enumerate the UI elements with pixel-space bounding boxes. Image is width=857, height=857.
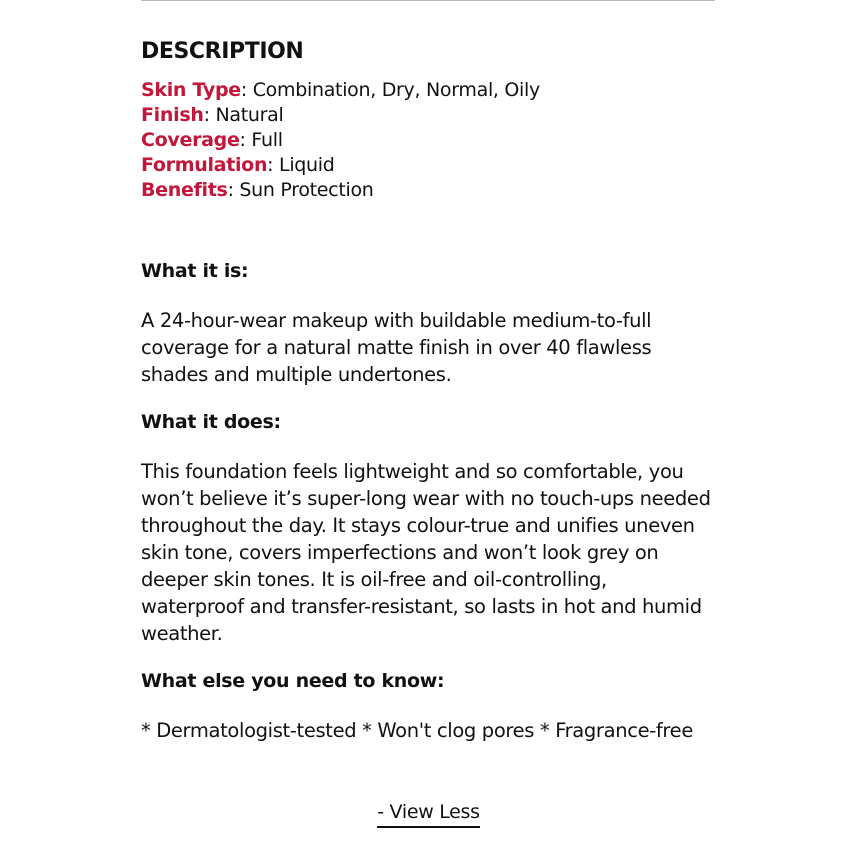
attribute-value: Full [251,129,283,151]
what-it-is-heading: What it is: [141,260,249,282]
attribute-value: Natural [215,104,284,126]
attribute-key: Formulation [141,154,268,176]
view-less-link[interactable]: - View Less [377,800,479,828]
what-it-does-body: This foundation feels lightweight and so comfortable, you won’t believe it’s super-long wear with no touch-ups needed throughout the day. It stays colour-true and unifies uneven skin tone, covers imperfections and won’t look grey on deeper skin tones. It is oil-free and oil-controlling, waterproof and transfer-resistant, so lasts in hot and humid weather. [141,460,711,645]
attribute-value: Sun Protection [239,179,374,201]
attribute-formulation: Formulation: Liquid [141,154,335,176]
attribute-list [141,78,715,203]
attribute-coverage: Coverage: Full [141,129,283,151]
what-else-body: * Dermatologist-tested * Won't clog pores * Fragrance-free [141,719,693,742]
description-heading: DESCRIPTION [141,39,304,64]
attribute-finish: Finish: Natural [141,104,284,126]
product-description [141,38,715,744]
attribute-value: Liquid [279,154,335,176]
view-less-container [0,800,857,828]
what-it-is-body: A 24-hour-wear makeup with buildable medium-to-full coverage for a natural matte finish in over 40 flawless shades and multiple undertones. [141,309,652,386]
what-it-does-heading: What it does: [141,411,281,433]
attribute-key: Skin Type [141,79,241,101]
attribute-key: Benefits [141,179,228,201]
attribute-key: Finish [141,104,204,126]
attribute-key: Coverage [141,129,240,151]
attribute-value: Combination, Dry, Normal, Oily [252,79,540,101]
top-divider [141,0,715,1]
attribute-benefits: Benefits: Sun Protection [141,179,374,201]
what-else-heading: What else you need to know: [141,670,445,692]
attribute-skin-type: Skin Type: Combination, Dry, Normal, Oily [141,79,540,101]
